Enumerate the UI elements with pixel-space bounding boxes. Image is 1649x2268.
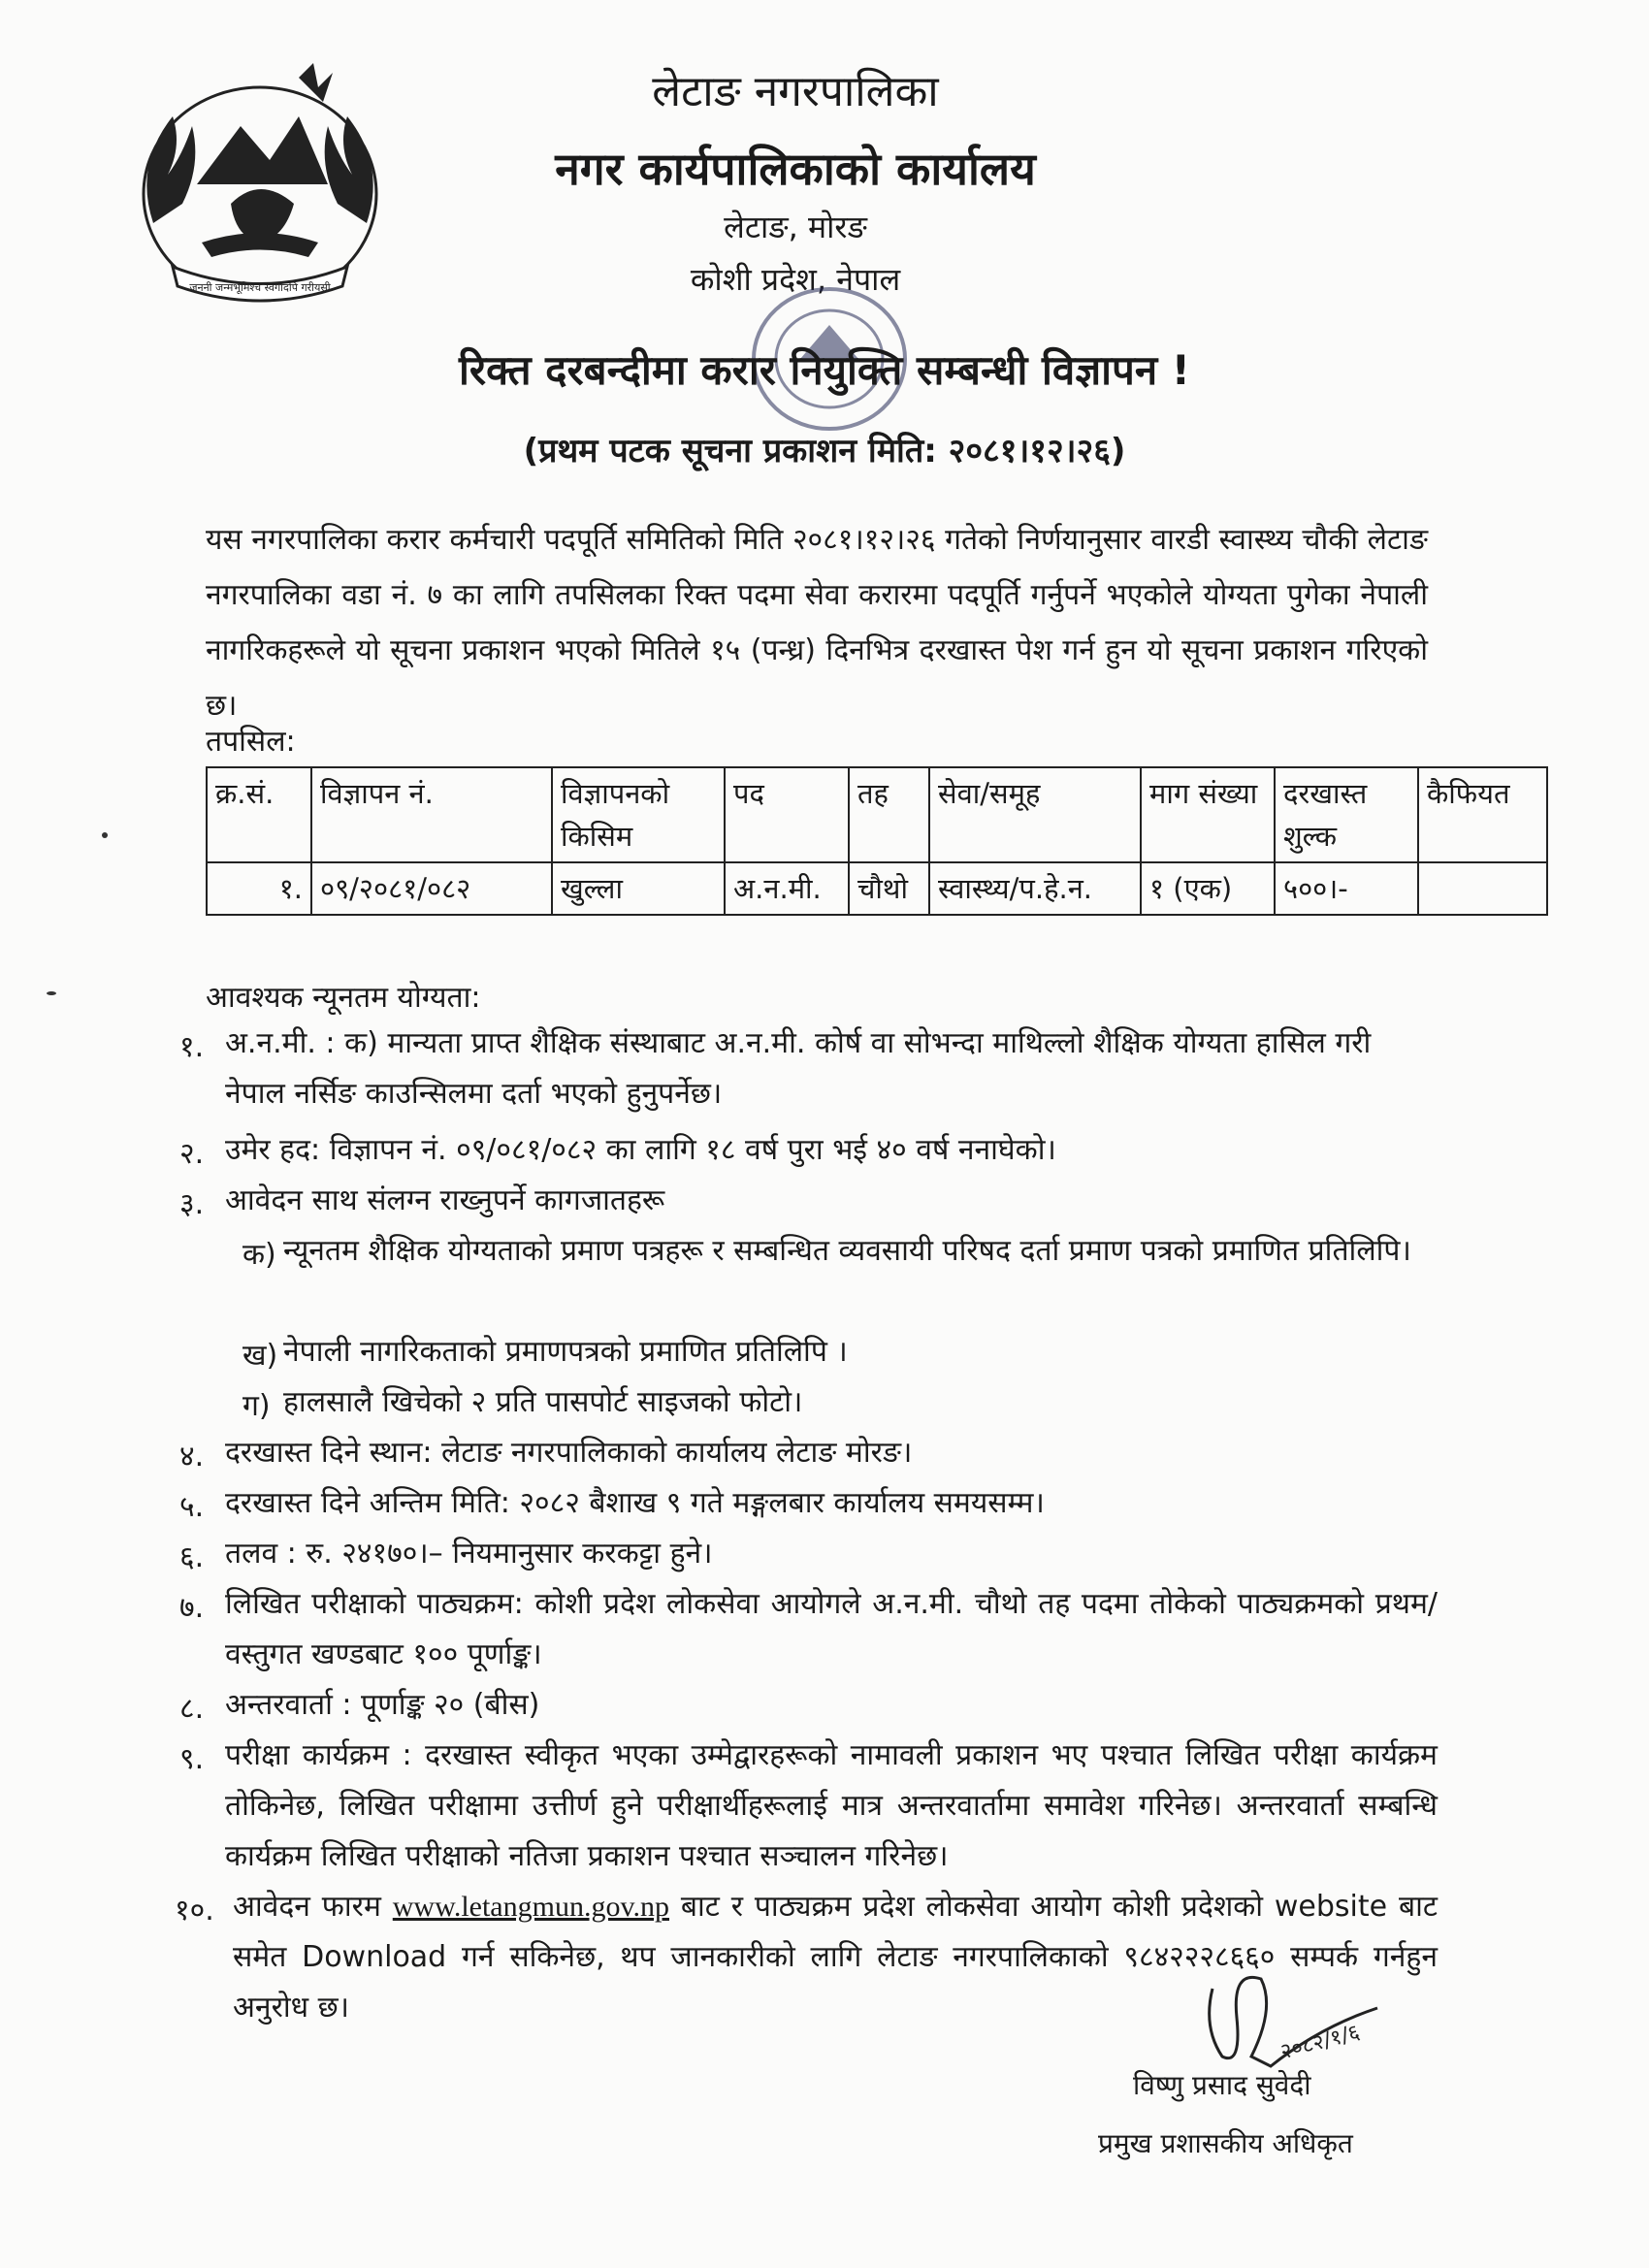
qualification-sub-item: हालसालै खिचेको २ प्रति पासपोर्ट साइजको फोटो। xyxy=(283,1385,803,1419)
sub-item-letter: ख) xyxy=(242,1339,278,1373)
cell-service-group: स्वास्थ्य/प.हे.न. xyxy=(929,862,1141,915)
item-number: २. xyxy=(179,1137,205,1171)
table-row xyxy=(207,862,1547,915)
col-header: कैफियत xyxy=(1418,767,1547,862)
scan-speck xyxy=(47,991,56,995)
table-header-row xyxy=(207,767,1547,862)
col-header: विज्ञापनको किसिम xyxy=(552,767,725,862)
office-province: कोशी प्रदेश, नेपाल xyxy=(690,261,901,298)
sub-item-letter: क) xyxy=(242,1238,276,1272)
details-label: तपसिल: xyxy=(206,725,296,759)
item-number: ६. xyxy=(179,1540,205,1574)
office-name: नगर कार्यपालिकाको कार्यालय xyxy=(555,143,1036,195)
col-header: पद xyxy=(725,767,849,862)
signature-date: २०८२/१/६ xyxy=(1277,2020,1363,2065)
notice-publication-date: (प्रथम पटक सूचना प्रकाशन मिति: २०८१।१२।२६) xyxy=(523,432,1126,470)
cell-remarks xyxy=(1418,862,1547,915)
sub-item-letter: ग) xyxy=(242,1389,271,1423)
item-number: १. xyxy=(179,1030,205,1064)
col-header: क्र.सं. xyxy=(207,767,311,862)
forms-text-post: बाट र पाठ्यक्रम प्रदेश लोकसेवा आयोग कोशी प्रदेशको website बाट समेत Download गर्न सकिनेछ, थप जानकारीको लागि लेटाङ नगरपालिकाको ९८४२२२८६६० सम्पर्क गर्नहुन अनुरोध छ। xyxy=(233,1890,1438,2025)
qualification-item: उमेर हद: विज्ञापन नं. ०९/०८१/०८२ का लागि १८ वर्ष पुरा भई ४० वर्ष ननाघेको। xyxy=(225,1133,1056,1167)
cell-application-fee: ५००।- xyxy=(1275,862,1418,915)
col-header: दरखास्त शुल्क xyxy=(1275,767,1418,862)
qualification-sub-item: नेपाली नागरिकताको प्रमाणपत्रको प्रमाणित प्रतिलिपि । xyxy=(283,1335,848,1369)
signatory-name: विष्णु प्रसाद सुवेदी xyxy=(1133,2069,1311,2101)
cell-post: अ.न.मी. xyxy=(725,862,849,915)
signatory-title: प्रमुख प्रशासकीय अधिकृत xyxy=(1098,2127,1353,2159)
item-number: ४. xyxy=(179,1440,205,1474)
item-number: ५. xyxy=(179,1490,205,1524)
vacancy-table xyxy=(206,766,1548,916)
item-number: ८. xyxy=(179,1692,205,1726)
col-header: माग संख्या xyxy=(1141,767,1275,862)
municipality-website-link[interactable]: www.letangmun.gov.np xyxy=(392,1891,669,1923)
emblem-motto: जननी जन्मभूमिश्च स्वर्गादपि गरीयसी xyxy=(189,281,331,294)
cell-ad-type: खुल्ला xyxy=(552,862,725,915)
qualifications-heading: आवश्यक न्यूनतम योग्यता: xyxy=(206,981,481,1015)
col-header: विज्ञापन नं. xyxy=(311,767,552,862)
qualification-item: दरखास्त दिने स्थान: लेटाङ नगरपालिकाको कार्यालय लेटाङ मोरङ। xyxy=(225,1436,913,1470)
municipality-name: लेटाङ नगरपालिका xyxy=(652,67,939,116)
item-number: ७. xyxy=(179,1591,205,1625)
cell-serial: १. xyxy=(207,862,311,915)
office-location: लेटाङ, मोरङ xyxy=(724,209,867,245)
scan-speck xyxy=(102,832,108,838)
item-number: १०. xyxy=(175,1894,214,1928)
nepal-emblem-icon xyxy=(114,58,405,320)
qualification-item: आवेदन साथ संलग्न राख्नुपर्ने कागजातहरू xyxy=(225,1183,665,1217)
col-header: सेवा/समूह xyxy=(929,767,1141,862)
qualification-item: परीक्षा कार्यक्रम : दरखास्त स्वीकृत भएका उम्मेद्वारहरूको नामावली प्रकाशन भए पश्चात लिखित परीक्षा कार्यक्रम तोकिनेछ, लिखित परीक्षामा उत्तीर्ण हुने परीक्षार्थीहरूलाई मात्र अन्तरवार्तामा समावेश गरिनेछ। अन्तरवार्ता सम्बन्धि कार्यक्रम लिखित परीक्षाको नतिजा प्रकाशन पश्चात सञ्चालन गरिनेछ। xyxy=(225,1738,1438,1873)
qualification-item: अ.न.मी. : क) मान्यता प्राप्त शैक्षिक संस्थाबाट अ.न.मी. कोर्ष वा सोभन्दा माथिल्लो शैक्षिक योग्यता हासिल गरी नेपाल नर्सिङ काउन्सिलमा दर्ता भएको हुनुपर्नेछ। xyxy=(225,1026,1372,1111)
item-number: ३. xyxy=(179,1187,205,1221)
forms-text-pre: आवेदन फारम xyxy=(233,1890,393,1924)
qualification-item: दरखास्त दिने अन्तिम मिति: २०८२ बैशाख ९ गते मङ्गलबार कार्यालय समयसम्म। xyxy=(225,1486,1045,1520)
cell-ad-number: ०९/२०८१/०८२ xyxy=(311,862,552,915)
qualification-sub-item: न्यूनतम शैक्षिक योग्यताको प्रमाण पत्रहरू र सम्बन्धित व्यवसायी परिषद दर्ता प्रमाण पत्रको प्रमाणित प्रतिलिपि। xyxy=(283,1234,1411,1268)
notice-intro: यस नगरपालिका करार कर्मचारी पदपूर्ति समितिको मिति २०८१।१२।२६ गतेको निर्णयानुसार वारडी स्वास्थ्य चौकी लेटाङ नगरपालिका वडा नं. ७ का लागि तपसिलका रिक्त पदमा सेवा करारमा पदपूर्ति गर्नुपर्ने भएकोले योग्यता पुगेका नेपाली नागरिकहरूले यो सूचना प्रकाशन भएको मितिले १५ (पन्ध्र) दिनभित्र दरखास्त पेश गर्न हुन यो सूचना प्रकाशन गरिएको छ। xyxy=(206,523,1428,723)
qualification-item: अन्तरवार्ता : पूर्णाङ्क २० (बीस) xyxy=(225,1688,540,1722)
cell-level: चौथो xyxy=(849,862,929,915)
qualification-item: तलव : रु. २४१७०।– नियमानुसार करकट्टा हुने। xyxy=(225,1537,713,1571)
cell-demand-count: १ (एक) xyxy=(1141,862,1275,915)
qualification-item: लिखित परीक्षाको पाठ्यक्रम: कोशी प्रदेश लोकसेवा आयोगले अ.न.मी. चौथो तह पदमा तोकेको पाठ्यक्रमको प्रथम/वस्तुगत खण्डबाट १०० पूर्णाङ्क। xyxy=(225,1587,1438,1671)
notice-title: रिक्त दरबन्दीमा करार नियुक्ति सम्बन्धी विज्ञापन ! xyxy=(459,346,1190,394)
item-number: ९. xyxy=(179,1742,205,1776)
col-header: तह xyxy=(849,767,929,862)
